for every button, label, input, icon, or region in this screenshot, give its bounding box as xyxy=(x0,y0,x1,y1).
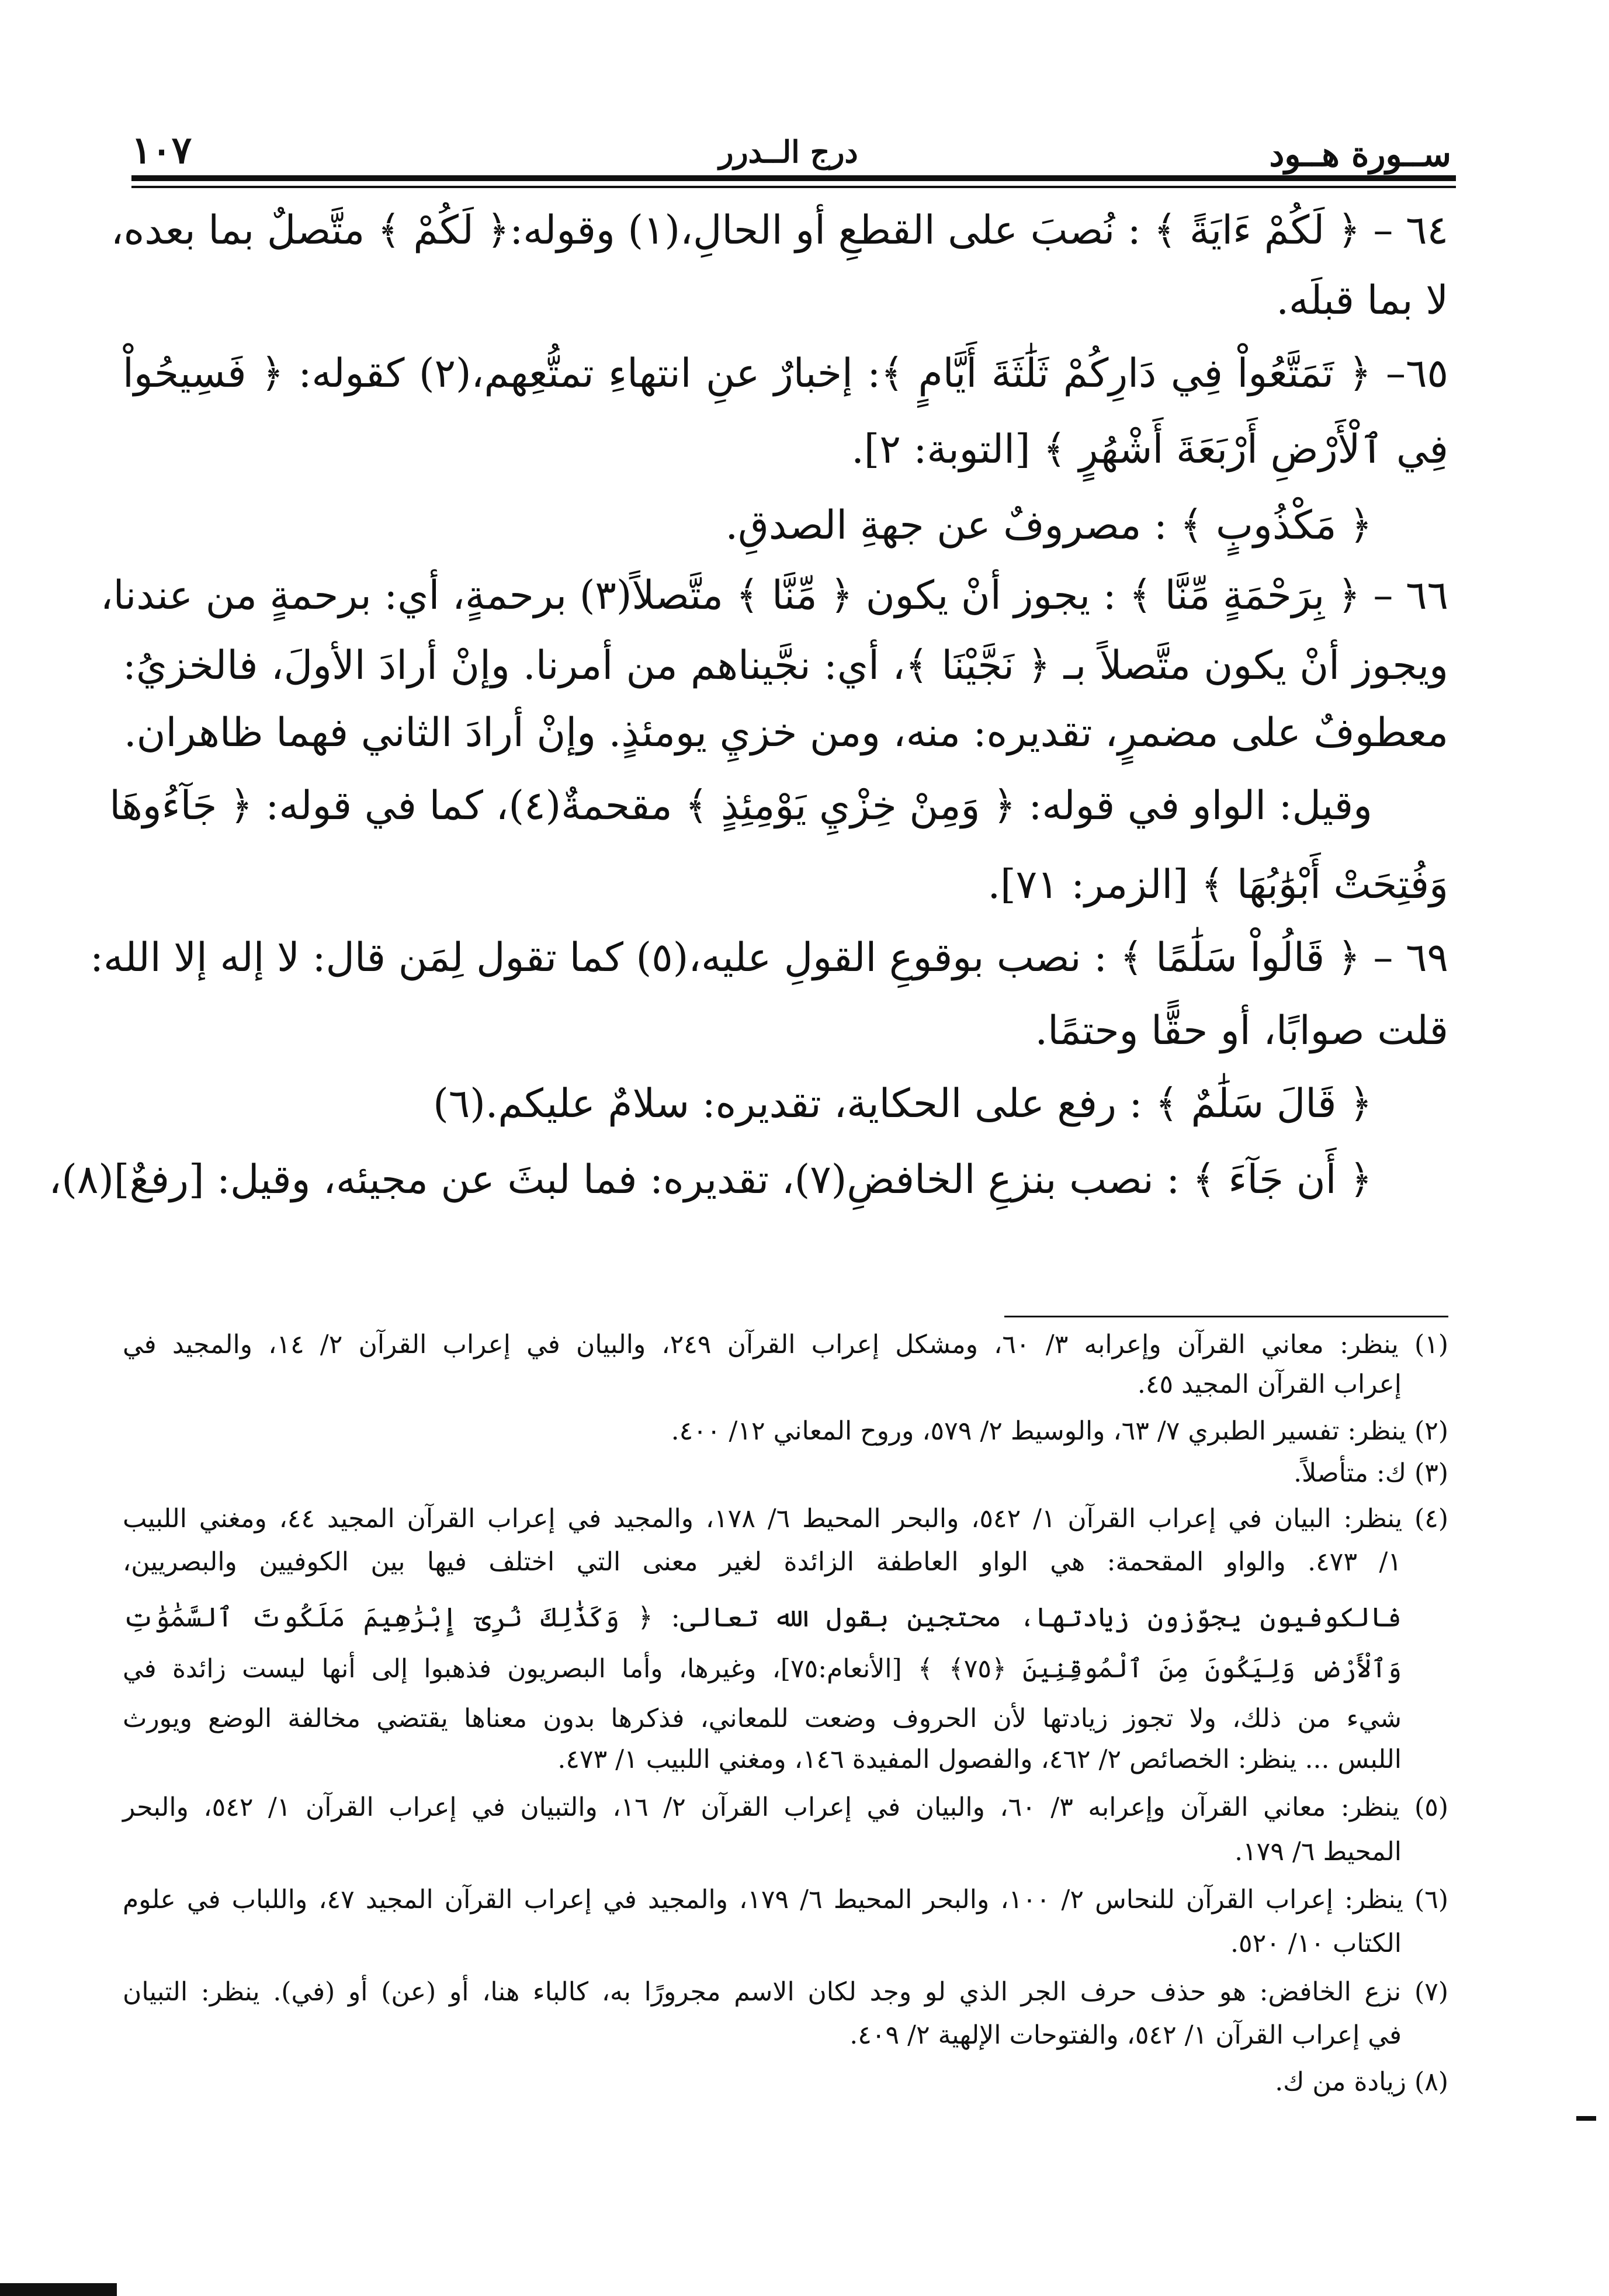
page-number: ١٠٧ xyxy=(131,129,192,172)
footnote-line: (٨) زيادة من ك. xyxy=(1275,2067,1448,2097)
main-line: لا بما قبلَه. xyxy=(1276,278,1448,324)
footnote-line: إعراب القرآن المجيد ٤٥. xyxy=(1137,1369,1402,1399)
footnote-line: شيء من ذلك، ولا تجوز زيادتها لأن الحروف وضعت للمعاني، فذكرها بدون معناها يقتضي مخالفة الوضع ويورث xyxy=(123,1704,1402,1733)
footnote-line: وَٱلْأَرْضِ وَلِيَكُونَ مِنَ ٱلْمُوقِنِينَ ﴿٧٥﴾ ﴾ [الأنعام:٧٥]، وغيرها، وأما البصريون فذهبوا إلى أنها ليست زائدة في xyxy=(123,1654,1402,1684)
main-line: فِي ٱلْأَرْضِ أَرْبَعَةَ أَشْهُرٍ ﴾ [التوبة: ٢]. xyxy=(851,426,1448,473)
main-line: قلت صوابًا، أو حقًّا وحتمًا. xyxy=(1035,1008,1448,1054)
running-header xyxy=(126,120,1451,175)
scan-edge-mark xyxy=(0,2283,117,2296)
footnote-line: المحيط ٦/ ١٧٩. xyxy=(1235,1837,1402,1867)
header-rule-thin xyxy=(131,186,1456,188)
main-line: ٦٩ – ﴿ قَالُواْ سَلَٰمًا ﴾ : نصب بوقوعِ القولِ عليه،(٥) كما تقول لِمَن قال: لا إله إلا الله: xyxy=(90,935,1448,981)
main-line: ﴿ مَكْذُوبٍ ﴾ : مصروفٌ عن جهةِ الصدقِ. xyxy=(725,502,1372,549)
main-line: ﴿ قَالَ سَلَٰمٌ ﴾ : رفع على الحكاية، تقديره: سلامٌ عليكم.(٦) xyxy=(433,1081,1372,1127)
margin-mark xyxy=(1576,2116,1596,2121)
main-text xyxy=(48,202,1449,1288)
book-title: درج الــدرر xyxy=(719,134,858,170)
footnote-line: (٢) ينظر: تفسير الطبري ٧/ ٦٣، والوسيط ٢/ ٥٧٩، وروح المعاني ١٢/ ٤٠٠. xyxy=(671,1416,1448,1446)
footnote-line: (٣) ك: متأصلاً. xyxy=(1294,1458,1448,1488)
footnote-line: (٦) ينظر: إعراب القرآن للنحاس ٢/ ١٠٠، والبحر المحيط ٦/ ١٧٩، والمجيد في إعراب القرآن المجيد ٤٧، واللباب في علوم xyxy=(123,1885,1449,1915)
footnote-line: فالكوفيون يجوّزون زيادتها، محتجين بقول الله تعالى: ﴿ وَكَذَٰلِكَ نُرِىٓ إِبْرَٰهِيمَ مَلَكُوتَ ٱلسَّمَٰوَٰتِ xyxy=(123,1601,1402,1633)
main-line: وَفُتِحَتْ أَبْوَٰبُهَا ﴾ [الزمر: ٧١]. xyxy=(987,862,1448,908)
footnote-line: (٧) نزع الخافض: هو حذف حرف الجر الذي لو وجد لكان الاسم مجرورًا به، كالباء هنا، أو (عن) أو (في). ينظر: التبيان xyxy=(123,1977,1448,2007)
footnote-line: (١) ينظر: معاني القرآن وإعرابه ٣/ ٦٠، ومشكل إعراب القرآن ٢٤٩، والبيان في إعراب القرآن ٢/ ١٤، والمجيد في xyxy=(123,1330,1448,1359)
main-line: ٦٥– ﴿ تَمَتَّعُواْ فِي دَارِكُمْ ثَلَٰثَةَ أَيَّامٍ ﴾: إخبارٌ عنِ انتهاءِ تمتُّعِهم،(٢) كقوله: ﴿ فَسِيحُواْ xyxy=(123,351,1449,397)
main-line: ويجوز أنْ يكون متَّصلاً بـ ﴿ نَجَّيْنَا ﴾، أي: نجَّيناهم من أمرنا. وإنْ أرادَ الأولَ، فالخزيُ: xyxy=(123,643,1448,689)
main-line: وقيل: الواو في قوله: ﴿ وَمِنْ خِزْيِ يَوْمِئِذٍ ﴾ مقحمةٌ(٤)، كما في قوله: ﴿ جَآءُوهَا xyxy=(109,783,1372,829)
footnote-line: (٥) ينظر: معاني القرآن وإعرابه ٣/ ٦٠، والبيان في إعراب القرآن ٢/ ١٦، والتبيان في إعراب القرآن ١/ ٥٤٢، والبحر xyxy=(123,1792,1449,1822)
header-rule-thick xyxy=(131,175,1456,181)
footnote-line: اللبس ... ينظر: الخصائص ٢/ ٤٦٢، والفصول المفيدة ١٤٦، ومغني اللبيب ١/ ٤٧٣. xyxy=(557,1744,1402,1774)
footnote-line: في إعراب القرآن ١/ ٥٤٢، والفتوحات الإلهية ٢/ ٤٠٩. xyxy=(849,2020,1402,2050)
main-line: ﴿ أَن جَآءَ ﴾ : نصب بنزعِ الخافضِ(٧)، تقديره: فما لبثَ عن مجيئه، وقيل: [رفعٌ](٨)، xyxy=(48,1157,1372,1203)
footnote-line: ١/ ٤٧٣. والواو المقحمة: هي الواو العاطفة الزائدة لغير معنى التي اختلف فيها بين الكوفيين والبصريين، xyxy=(123,1547,1402,1577)
footnotes xyxy=(123,1323,1448,2240)
main-line: ٦٦ – ﴿ بِرَحْمَةٍ مِّنَّا ﴾ : يجوز أنْ يكون ﴿ مِّنَّا ﴾ متَّصلاً(٣) برحمةٍ، أي: برحمةٍ من عندنا، xyxy=(100,573,1448,619)
main-line: ٦٤ – ﴿ لَكُمْ ءَايَةً ﴾ : نُصبَ على القطعِ أو الحالِ،(١) وقوله:﴿ لَكُمْ ﴾ متَّصلٌ بما بعده، xyxy=(110,207,1448,254)
footnote-separator xyxy=(1004,1316,1448,1317)
footnote-line: الكتاب ١٠/ ٥٢٠. xyxy=(1230,1929,1402,1958)
main-line: معطوفٌ على مضمرٍ، تقديره: منه، ومن خزيِ يومئذٍ. وإنْ أرادَ الثاني فهما ظاهران. xyxy=(124,710,1448,756)
surah-name: ســورة هــود xyxy=(1269,134,1451,174)
footnote-line: (٤) ينظر: البيان في إعراب القرآن ١/ ٥٤٢، والبحر المحيط ٦/ ١٧٨، والمجيد في إعراب القرآن المجيد ٤٤، ومغني اللبيب xyxy=(123,1504,1449,1534)
